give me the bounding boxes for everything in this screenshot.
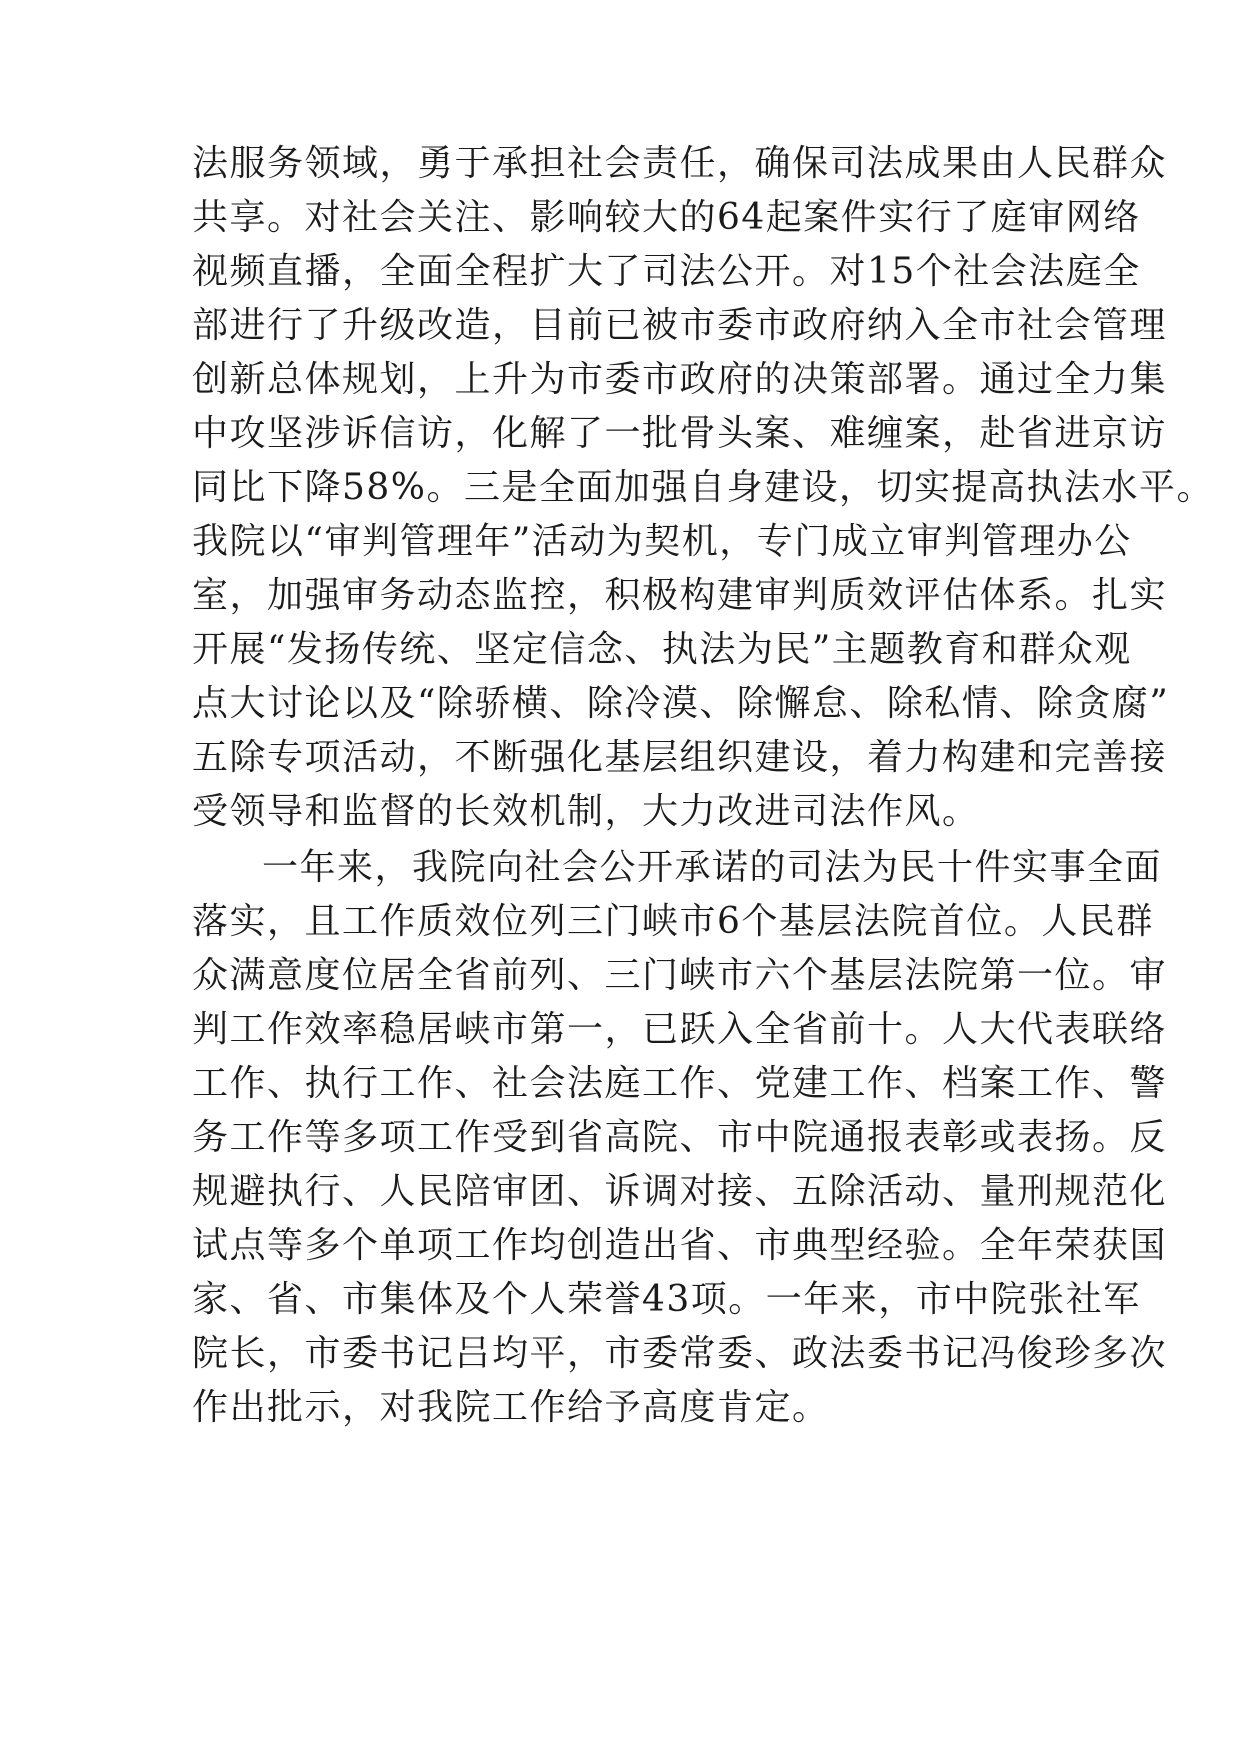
text-line: 一年来，我院向社会公开承诺的司法为民十件实事全面	[262, 847, 1163, 888]
text-line: 众满意度位居全省前列、三门峡市六个基层法院第一位。审	[192, 955, 1168, 996]
text-line: 规避执行、人民陪审团、诉调对接、五除活动、量刑规范化	[192, 1171, 1168, 1212]
text-line: 视频直播，全面全程扩大了司法公开。对15个社会法庭全	[192, 251, 1141, 292]
text-line: 家、省、市集体及个人荣誉43项。一年来，市中院张社军	[192, 1279, 1141, 1320]
text-line: 点大讨论以及“除骄横、除冷漠、除懈怠、除私情、除贪腐”	[192, 683, 1170, 724]
text-line: 院长，市委书记吕均平，市委常委、政法委书记冯俊珍多次	[192, 1333, 1168, 1374]
text-line: 共享。对社会关注、影响较大的64起案件实行了庭审网络	[192, 197, 1141, 238]
text-line: 法服务领域，勇于承担社会责任，确保司法成果由人民群众	[192, 143, 1168, 184]
text-line: 中攻坚涉诉信访，化解了一批骨头案、难缠案，赴省进京访	[192, 413, 1168, 454]
text-line: 五除专项活动，不断强化基层组织建设，着力构建和完善接	[192, 737, 1168, 778]
text-line: 作出批示，对我院工作给予高度肯定。	[192, 1387, 830, 1428]
text-line: 我院以“审判管理年”活动为契机，专门成立审判管理办公	[192, 521, 1132, 562]
text-line: 务工作等多项工作受到省高院、市中院通报表彰或表扬。反	[192, 1117, 1168, 1158]
text-line: 室，加强审务动态监控，积极构建审判质效评估体系。扎实	[192, 575, 1168, 616]
text-line: 受领导和监督的长效机制，大力改进司法作风。	[192, 791, 980, 832]
text-line: 试点等多个单项工作均创造出省、市典型经验。全年荣获国	[192, 1225, 1168, 1266]
text-line: 部进行了升级改造，目前已被市委市政府纳入全市社会管理	[192, 305, 1168, 346]
text-line: 判工作效率稳居峡市第一，已跃入全省前十。人大代表联络	[192, 1009, 1168, 1050]
text-line: 落实，且工作质效位列三门峡市6个基层法院首位。人民群	[192, 901, 1154, 942]
text-line: 创新总体规划，上升为市委市政府的决策部署。通过全力集	[192, 359, 1168, 400]
text-line: 同比下降58%。三是全面加强自身建设，切实提高执法水平。	[192, 467, 1215, 508]
text-line: 开展“发扬传统、坚定信念、执法为民”主题教育和群众观	[192, 629, 1132, 670]
text-line: 工作、执行工作、社会法庭工作、党建工作、档案工作、警	[192, 1063, 1168, 1104]
